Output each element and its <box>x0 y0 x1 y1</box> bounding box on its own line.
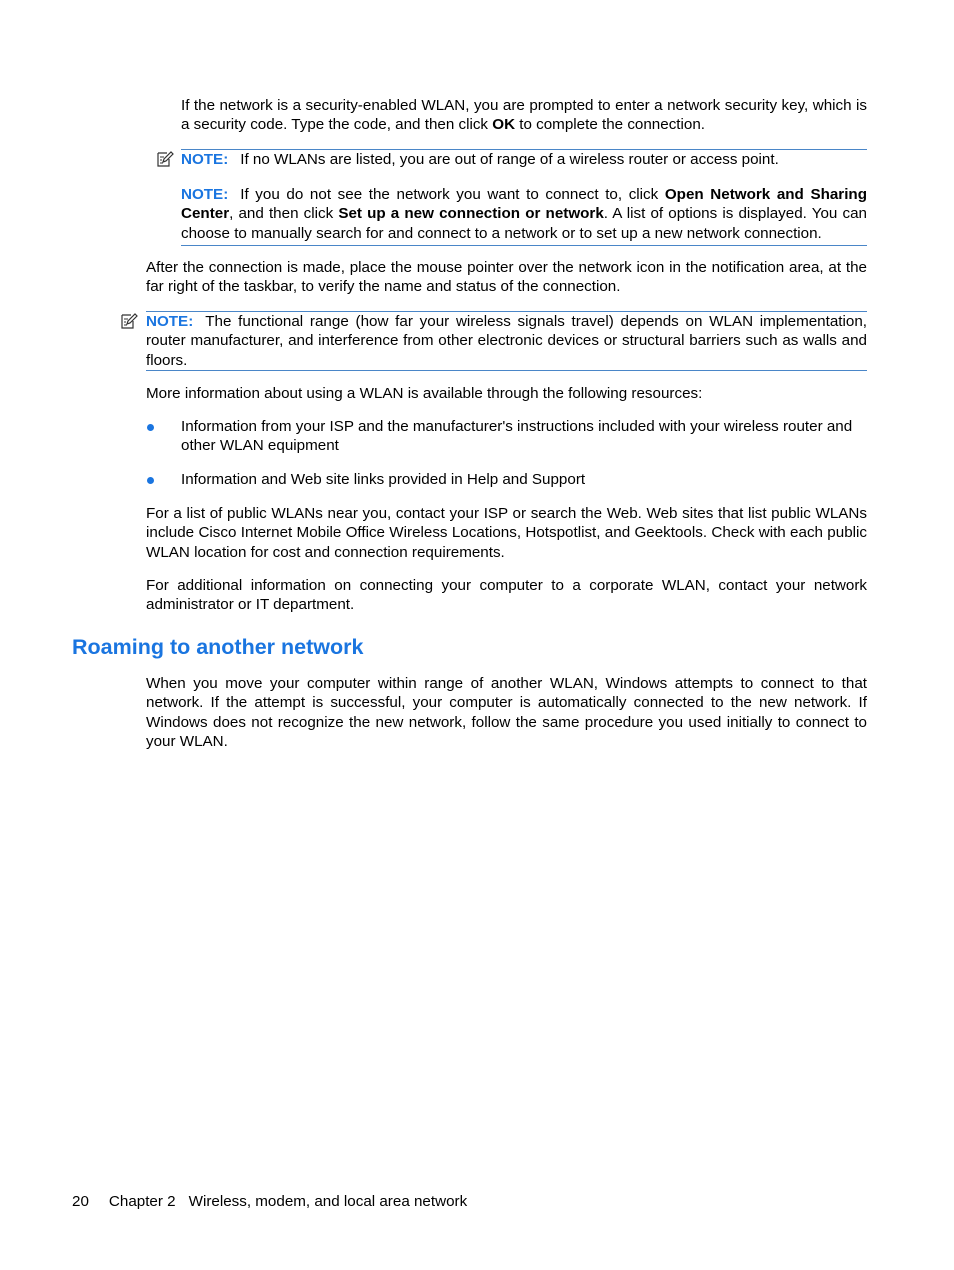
note-pencil-icon <box>156 150 174 168</box>
public-wlans-paragraph: For a list of public WLANs near you, contact your ISP or search the Web. Web sites that list public WLANs include Cisco Internet Mobile Office Wireless Locations, Hotspotlist, and Geektools. Check with each public WLAN location for cost and connection requirements. <box>146 505 867 561</box>
bullet-dot <box>147 424 154 431</box>
note-functional-range <box>146 311 867 371</box>
more-info-paragraph: More information about using a WLAN is available through the following resources: <box>146 385 703 402</box>
p1-text-2: to complete the connection. <box>515 116 705 134</box>
note-text: The functional range (how far your wireless signals travel) depends on WLAN implementation, router manufacturer, and interference from other electronic devices or structural barriers such as walls and floors. <box>146 313 867 369</box>
note-text: If no WLANs are listed, you are out of range of a wireless router or access point. <box>240 151 779 168</box>
note-no-wlans <box>181 149 867 169</box>
note-pencil-icon <box>120 312 138 330</box>
page-footer <box>72 1193 467 1210</box>
note2-text-3: . A list of options is displayed. You can choose to manually search for and connect to a network or to set up a new network connection. <box>181 205 867 242</box>
after-connection-paragraph: After the connection is made, place the mouse pointer over the network icon in the notification area, at the far right of the taskbar, to verify the name and status of the connection. <box>146 259 867 296</box>
roaming-paragraph: When you move your computer within range of another WLAN, Windows attempts to connect to that network. If the attempt is successful, your computer is automatically connected to the new network. If Windows does not recognize the new network, follow the same procedure you used initially to connect to your WLAN. <box>146 675 867 751</box>
note-label: NOTE: <box>181 186 229 203</box>
page-number: 20 <box>72 1193 89 1210</box>
section-heading: Roaming to another network <box>72 635 364 659</box>
setup-connection-bold: Set up a new connection or network <box>338 205 604 223</box>
note2-text-1: If you do not see the network you want to connect to, click <box>240 186 665 203</box>
open-network-bold: Open Network and Sharing Center <box>181 186 867 223</box>
bullet-dot <box>147 477 154 484</box>
security-key-paragraph <box>181 96 867 135</box>
chapter-label: Chapter 2 <box>108 1193 176 1210</box>
p1-text-1: If the network is a security-enabled WLAN, you are prompted to enter a network security key, which is a security code. Type the code, and then click <box>181 97 867 134</box>
ok-bold: OK <box>492 116 516 134</box>
note-label: NOTE: <box>146 313 194 330</box>
note-open-network <box>181 185 867 246</box>
note2-text-2: , and then click <box>229 205 339 223</box>
list-item: Information and Web site links provided in Help and Support <box>181 471 586 488</box>
chapter-title: Wireless, modem, and local area network <box>188 1193 468 1210</box>
list-item: Information from your ISP and the manufacturer's instructions included with your wireless router and other WLAN equipment <box>181 418 853 455</box>
note-label: NOTE: <box>181 151 229 168</box>
corporate-wlan-paragraph: For additional information on connecting your computer to a corporate WLAN, contact your network administrator or IT department. <box>146 577 867 614</box>
